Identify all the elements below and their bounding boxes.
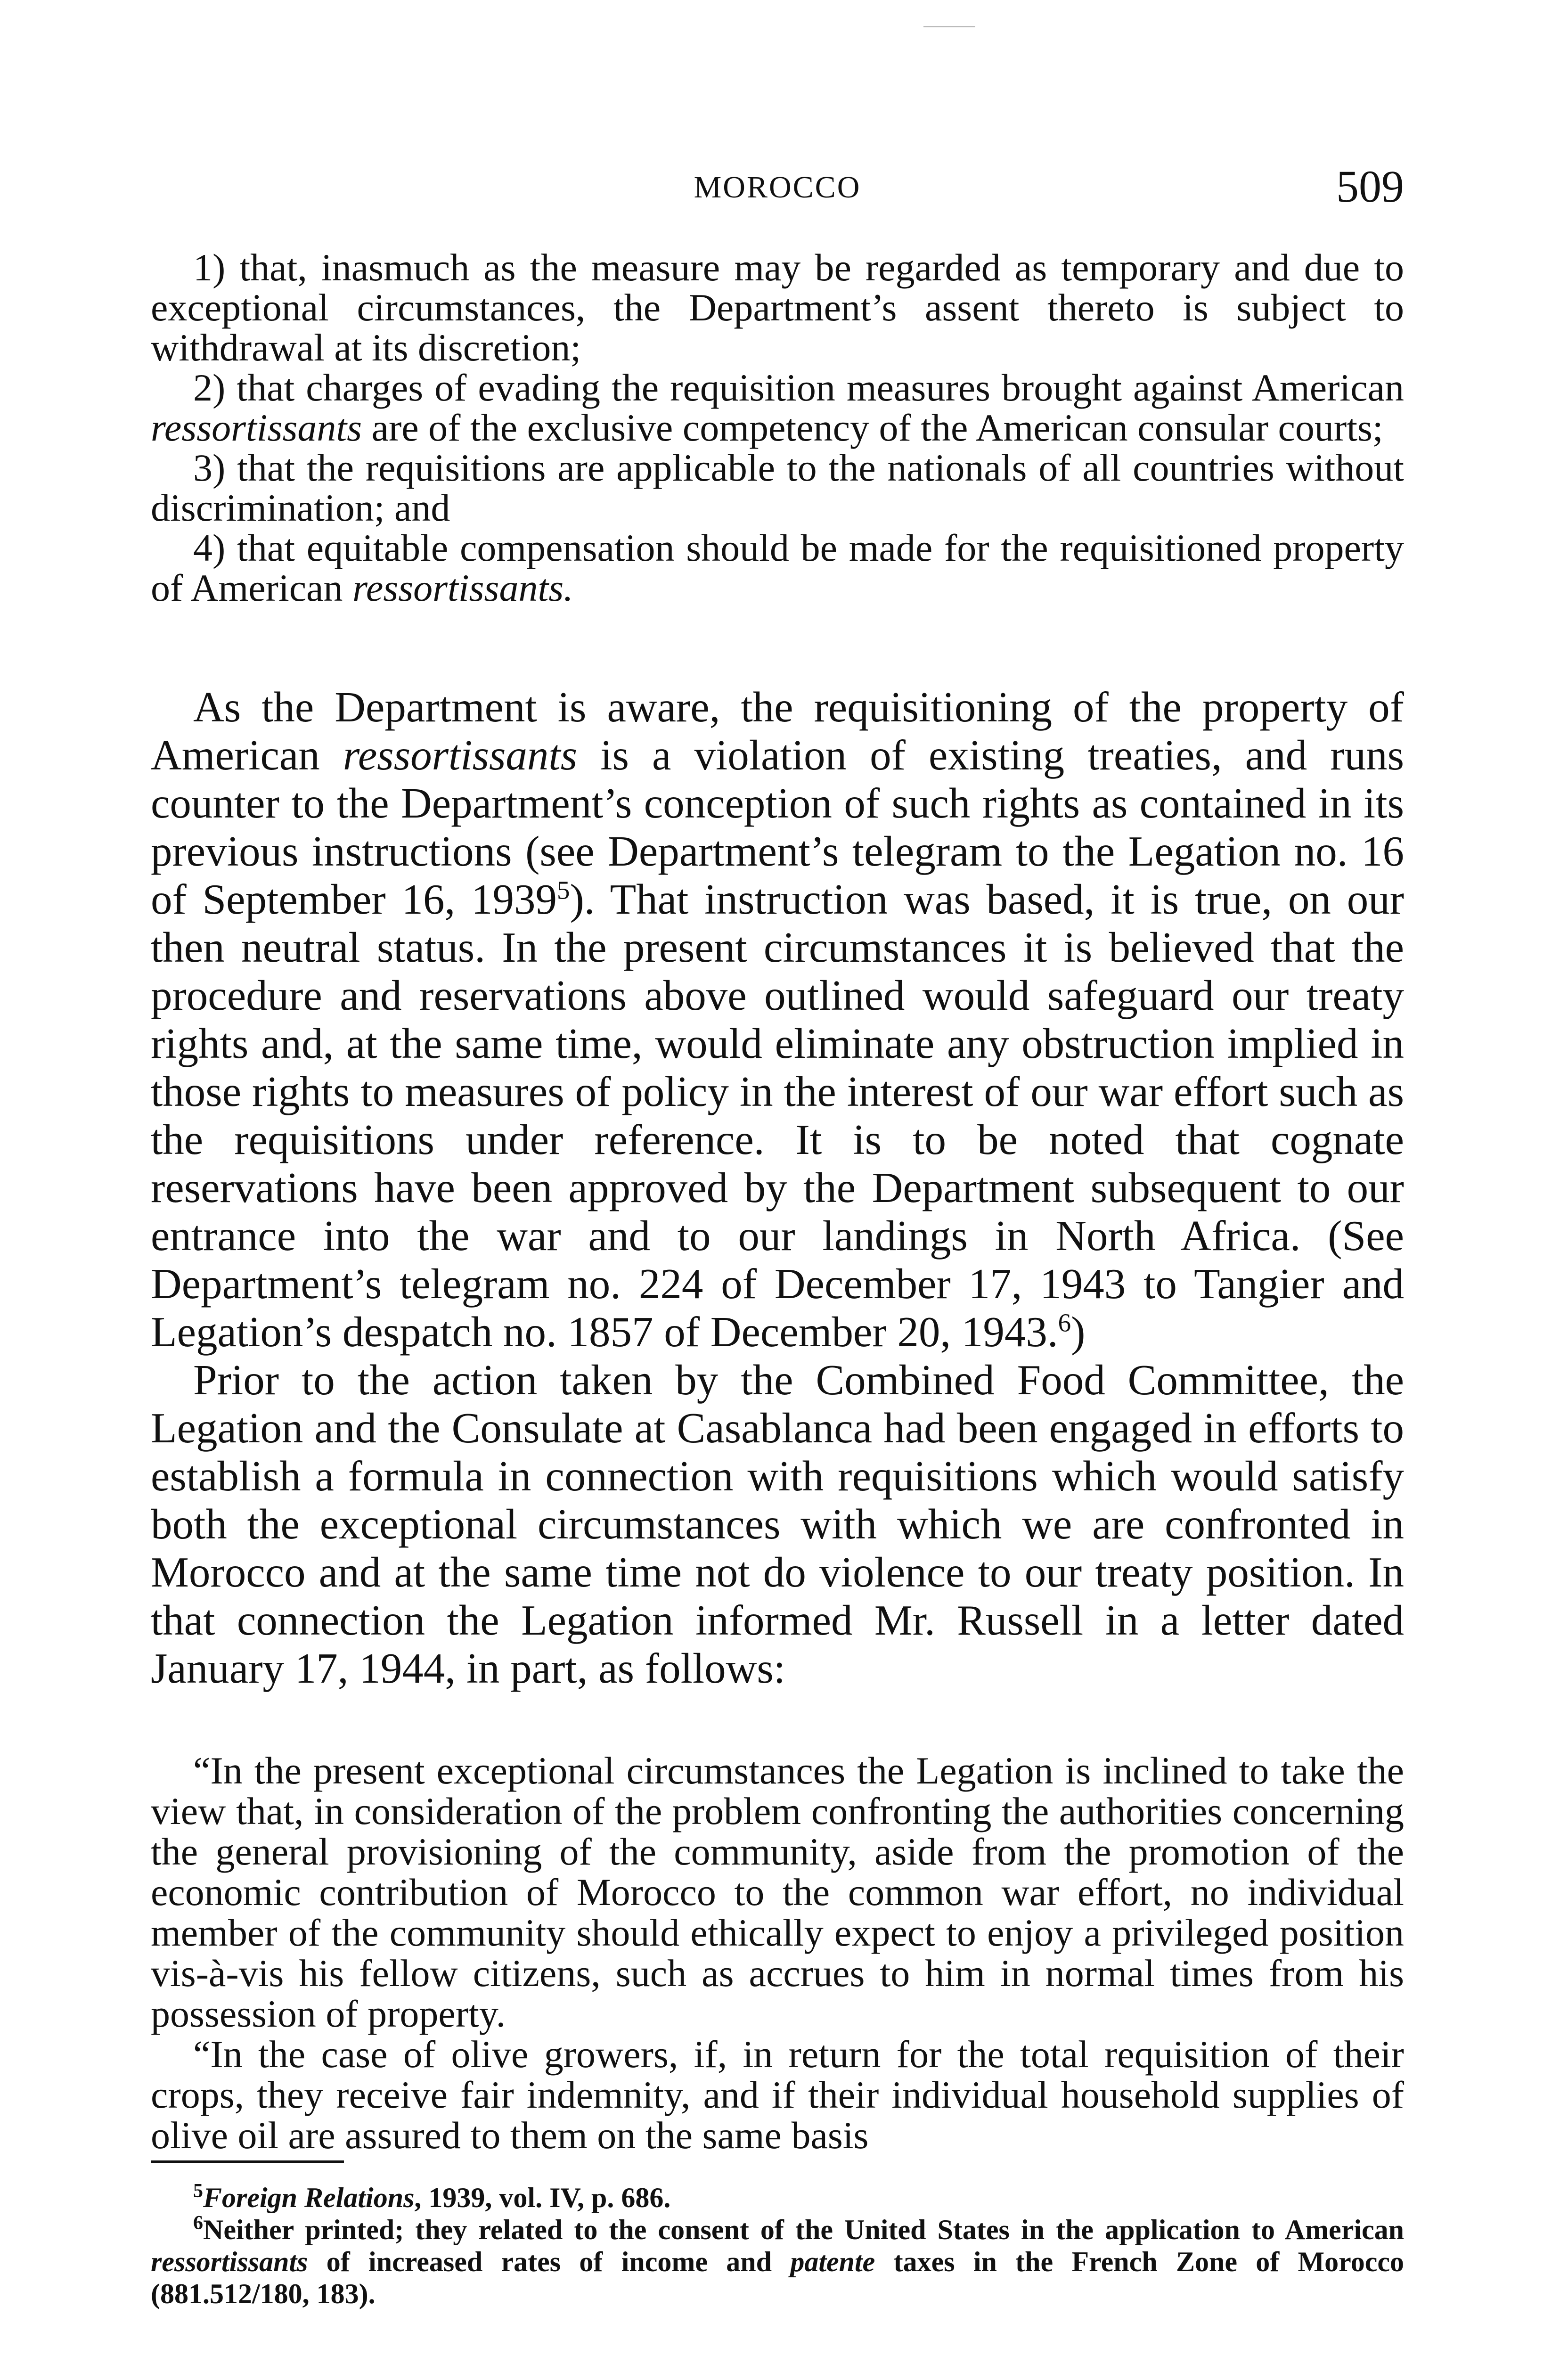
condition-4: 4) that equitable compensation should be made for the requisitioned property of American ressortissants.	[151, 526, 1404, 609]
conditions-list	[151, 247, 1404, 608]
quote-paragraph-1: “In the present exceptional circumstances the Legation is inclined to take the view that, in consideration of the problem confronting the authorities concerning the general provisioning of the community, aside from the promotion of the economic contribution of Morocco to the common war effort, no individual member of the community should ethically expect to enjoy a privileged position vis-à-vis his fellow citizens, such as accrues to him in normal times from his possession of property.	[151, 1749, 1404, 2035]
paragraph-1: As the Department is aware, the requisitioning of the property of American ressortissants is a violation of existing treaties, and runs counter to the Department’s conception of such rights as contained in its previous instructions (see Department’s telegram to the Legation no. 16 of September 16, 1939$^5$). That instruction was based, it is true, on our then neutral status. In the present circumstances it is believed that the procedure and reservations above outlined would safeguard our treaty rights and, at the same time, would eliminate any obstruction implied in those rights to measures of policy in the interest of our war effort such as the requisitions under reference. It is to be noted that cognate reservations have been approved by the Department subsequent to our entrance into the war and to our landings in North Africa. (See Department’s telegram no. 224 of December 17, 1943 to Tangier and Legation’s despatch no. 1857 of December 20, 1943.$^6$)	[151, 683, 1405, 1356]
footnotes	[151, 2182, 1404, 2310]
footnote-6: $^6$Neither printed; they related to the consent of the United States in the application to American ressortissants of increased rates of income and patente taxes in the French Zone of Morocco (881.512/180, 183).	[151, 2212, 1404, 2309]
scan-mark	[923, 26, 975, 27]
footnote-5: $^5$Foreign Relations, 1939, vol. IV, p. 686.	[193, 2180, 671, 2213]
page-number: 509	[1336, 161, 1404, 212]
running-title: MOROCCO	[694, 170, 861, 205]
condition-1: 1) that, inasmuch as the measure may be regarded as temporary and due to exceptional circumstances, the Department’s assent thereto is subject to withdrawal at its discretion;	[151, 246, 1404, 369]
paragraph-2: Prior to the action taken by the Combined Food Committee, the Legation and the Consulate at Casablanca had been engaged in efforts to establish a formula in connection with requisitions which would satisfy both the exceptional circumstances with which we are confronted in Morocco and at the same time not do violence to our treaty position. In that connection the Legation informed Mr. Russell in a letter dated January 17, 1944, in part, as follows:	[151, 1356, 1404, 1692]
body-text	[151, 683, 1404, 1693]
page-header	[151, 160, 1404, 217]
footnote-ref-6: 6	[1058, 1308, 1071, 1337]
quote-paragraph-2: “In the case of olive growers, if, in return for the total requisition of their crops, they receive fair indemnity, and if their individual household supplies of olive oil are assured to them on the same basis	[151, 2033, 1404, 2157]
condition-3: 3) that the requisitions are applicable to the nationals of all countries without discrimination; and	[151, 446, 1404, 529]
condition-2: 2) that charges of evading the requisition measures brought against American ressortissants are of the exclusive competency of the American consular courts;	[151, 366, 1404, 449]
footnote-divider	[151, 2160, 344, 2163]
block-quote	[151, 1751, 1404, 2156]
footnote-ref-5: 5	[556, 875, 570, 905]
